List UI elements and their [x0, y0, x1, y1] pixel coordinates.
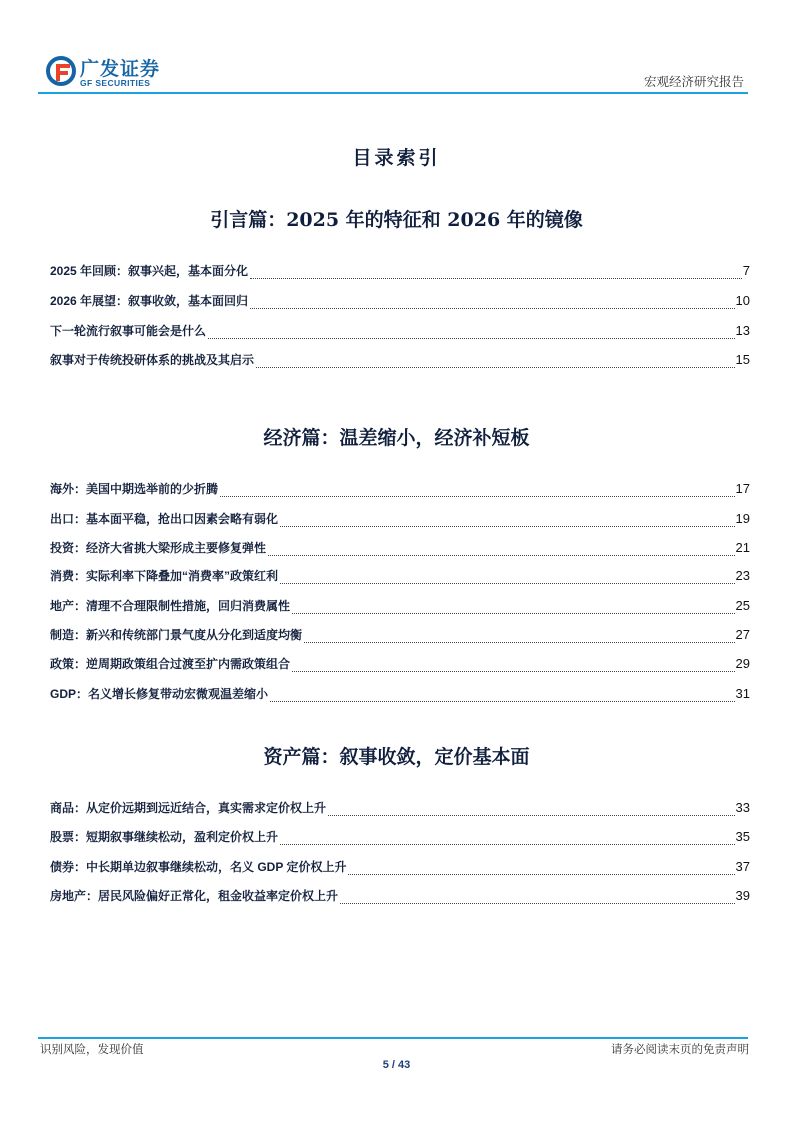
toc-leader-dots — [270, 700, 735, 702]
toc-entry[interactable] — [50, 858, 750, 878]
toc-leader-dots — [250, 307, 735, 309]
toc-entry-page: 17 — [735, 481, 750, 496]
toc-leader-dots — [328, 814, 735, 816]
toc-entry[interactable] — [50, 685, 750, 705]
section-title-intro: 引言篇：2025 年的特征和 2026 年的镜像 — [210, 209, 583, 231]
toc-entry-label: GDP：名义增长修复带动宏微观温差缩小 — [50, 687, 269, 701]
toc-leader-dots — [304, 641, 735, 643]
toc-entry-page: 35 — [735, 829, 750, 844]
toc-entry[interactable] — [50, 567, 750, 587]
toc-leader-dots — [348, 873, 734, 875]
toc-entry-label: 海外：美国中期选举前的少折腾 — [50, 482, 219, 496]
toc-entry-page: 13 — [735, 323, 750, 338]
footer-divider — [38, 1037, 748, 1039]
toc-entry[interactable] — [50, 597, 750, 617]
toc-entry-label: 商品：从定价远期到远近结合，真实需求定价权上升 — [50, 801, 327, 815]
toc-entry-label: 房地产：居民风险偏好正常化，租金收益率定价权上升 — [50, 889, 339, 903]
toc-entry-label: 地产：清理不合理限制性措施，回归消费属性 — [50, 599, 291, 613]
header-divider — [38, 92, 748, 94]
toc-entry-page: 39 — [735, 888, 750, 903]
gf-logo-icon — [46, 56, 76, 86]
toc-leader-dots — [280, 843, 735, 845]
footer-disclaimer-note: 请务必阅读末页的免责声明 — [611, 1044, 749, 1056]
toc-entry[interactable] — [50, 292, 750, 312]
toc-entry[interactable] — [50, 626, 750, 646]
toc-leader-dots — [280, 582, 735, 584]
toc-entry-page: 33 — [735, 800, 750, 815]
toc-entry[interactable] — [50, 799, 750, 819]
toc-entry[interactable] — [50, 351, 750, 371]
toc-entry[interactable] — [50, 539, 750, 559]
toc-leader-dots — [340, 902, 735, 904]
toc-entry-page: 15 — [735, 352, 750, 367]
toc-entry[interactable] — [50, 655, 750, 675]
toc-leader-dots — [292, 612, 735, 614]
toc-entry-label: 制造：新兴和传统部门景气度从分化到适度均衡 — [50, 628, 303, 642]
logo-chinese-name: 广发证券 — [80, 59, 161, 80]
toc-entry[interactable] — [50, 322, 750, 342]
toc-entry[interactable] — [50, 887, 750, 907]
toc-leader-dots — [208, 337, 735, 339]
toc-entry-page: 23 — [735, 568, 750, 583]
toc-title: 目录索引 — [352, 147, 441, 169]
toc-entry-page: 29 — [735, 656, 750, 671]
toc-leader-dots — [268, 554, 735, 556]
toc-entry-label: 债券：中长期单边叙事继续松动，名义 GDP 定价权上升 — [50, 860, 347, 874]
page-header — [38, 48, 748, 94]
footer-slogan: 识别风险，发现价值 — [40, 1044, 144, 1056]
toc-entry-label: 股票：短期叙事继续松动，盈利定价权上升 — [50, 830, 279, 844]
toc-entry-page: 7 — [742, 263, 750, 278]
toc-entry[interactable] — [50, 510, 750, 530]
toc-entry-label: 叙事对于传统投研体系的挑战及其启示 — [50, 353, 255, 367]
toc-entry-label: 出口：基本面平稳，抢出口因素会略有弱化 — [50, 512, 279, 526]
section-title-economy: 经济篇：温差缩小，经济补短板 — [263, 427, 530, 449]
toc-leader-dots — [280, 525, 735, 527]
toc-entry-label: 投资：经济大省挑大梁形成主要修复弹性 — [50, 541, 267, 555]
toc-entry-label: 2026 年展望：叙事收敛，基本面回归 — [50, 294, 249, 308]
toc-entry-label: 2025 年回顾：叙事兴起，基本面分化 — [50, 264, 249, 278]
toc-entry-label: 下一轮流行叙事可能会是什么 — [50, 324, 207, 338]
gf-securities-logo — [46, 54, 186, 94]
toc-leader-dots — [250, 277, 742, 279]
logo-english-name: GF SECURITIES — [80, 78, 151, 88]
toc-entry-page: 25 — [735, 598, 750, 613]
report-type: 宏观经济研究报告 — [643, 75, 744, 89]
toc-entry[interactable] — [50, 828, 750, 848]
toc-entry[interactable] — [50, 262, 750, 282]
toc-leader-dots — [256, 366, 735, 368]
toc-entry-page: 21 — [735, 540, 750, 555]
section-title-assets: 资产篇：叙事收敛，定价基本面 — [263, 746, 530, 768]
toc-leader-dots — [220, 495, 735, 497]
toc-entry-page: 31 — [735, 686, 750, 701]
toc-entry-page: 37 — [735, 859, 750, 874]
toc-entry-page: 27 — [735, 627, 750, 642]
page-indicator: 5 / 43 — [382, 1059, 411, 1071]
toc-entry[interactable] — [50, 480, 750, 500]
toc-leader-dots — [292, 670, 735, 672]
toc-entry-label: 消费：实际利率下降叠加“消费率”政策红利 — [50, 569, 279, 583]
toc-entry-page: 19 — [735, 511, 750, 526]
toc-entry-page: 10 — [735, 293, 750, 308]
toc-entry-label: 政策：逆周期政策组合过渡至扩内需政策组合 — [50, 657, 291, 671]
